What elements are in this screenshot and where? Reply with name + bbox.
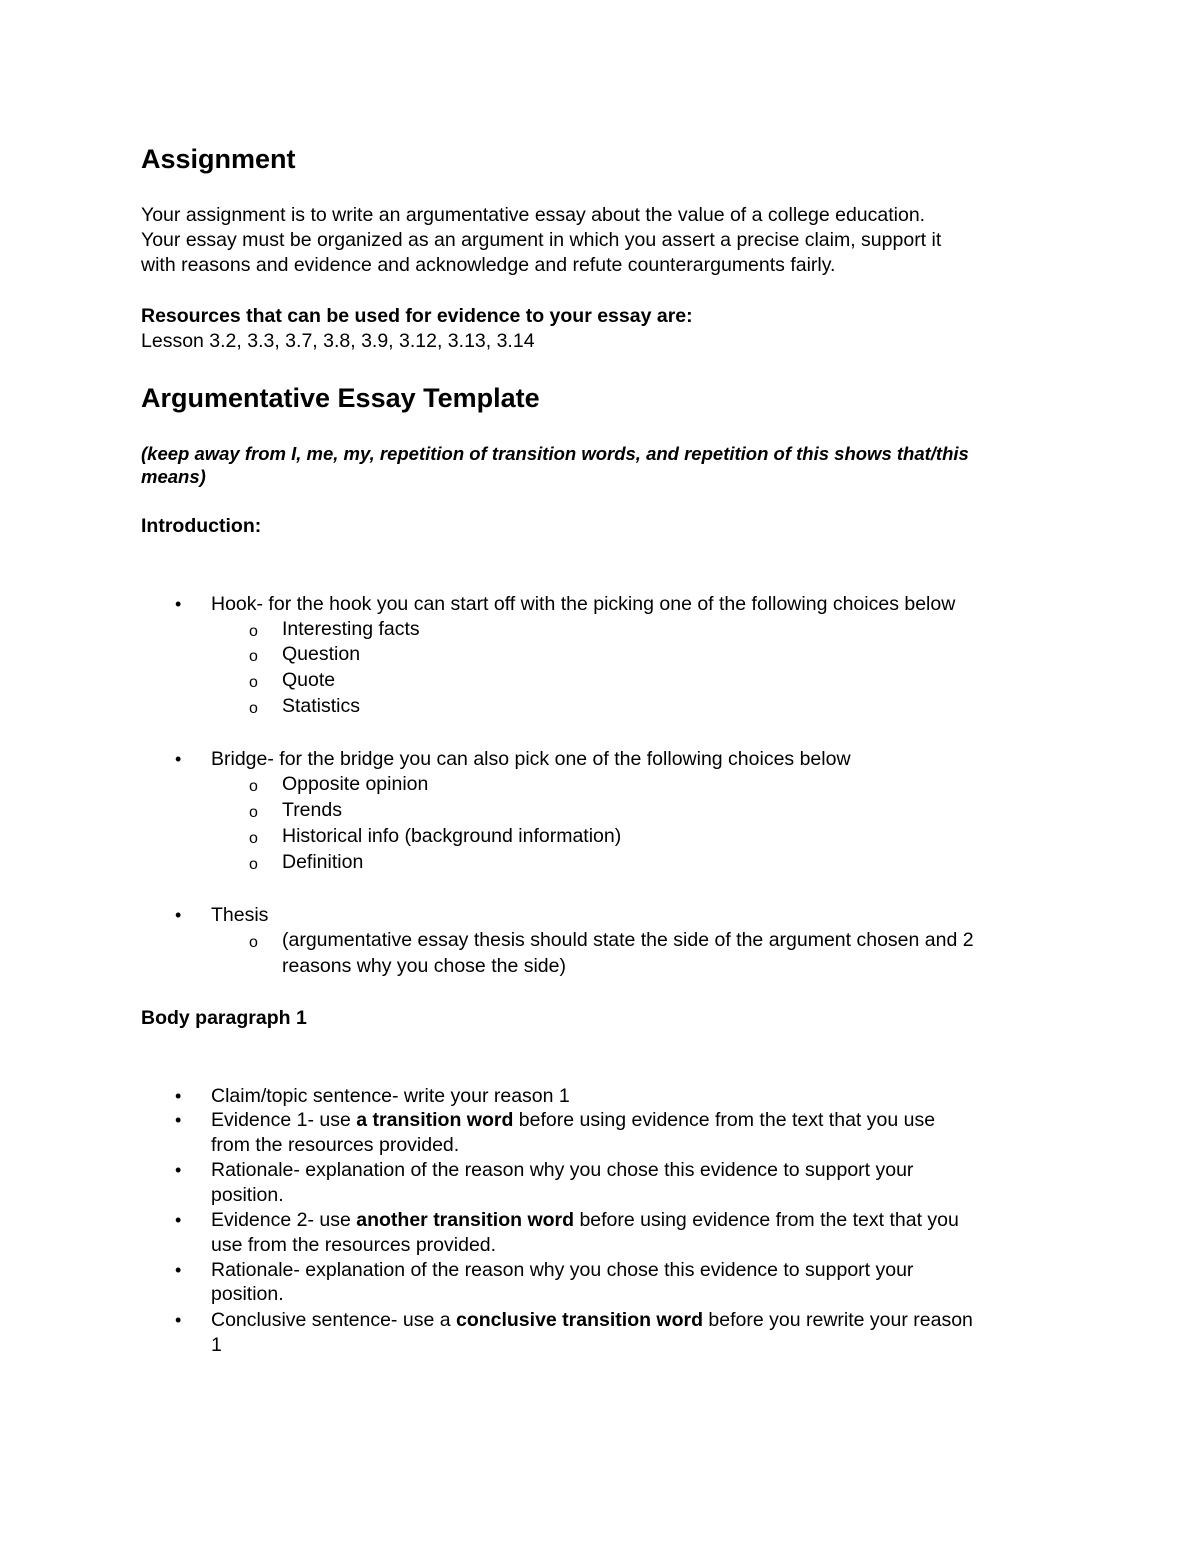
sub-bullet-glyph: o <box>249 674 258 691</box>
sub-bullet-glyph: o <box>249 700 258 717</box>
bullet-glyph: • <box>175 1086 182 1106</box>
evidence-1-text-pre: Evidence 1- use <box>211 1109 357 1131</box>
introduction-heading: Introduction: <box>141 515 262 537</box>
rationale-1-line-1: Rationale- explanation of the reason why you chose this evidence to support your <box>211 1159 914 1181</box>
sub-bullet-glyph: o <box>249 830 258 847</box>
rationale-2-line-2: position. <box>211 1283 284 1305</box>
bridge-option: Trends <box>282 799 342 821</box>
sub-bullet-glyph: o <box>249 856 258 873</box>
sub-bullet-glyph: o <box>249 934 258 951</box>
bridge-option: Opposite opinion <box>282 773 429 795</box>
resources-label: Resources that can be used for evidence to your essay are: <box>141 305 693 327</box>
assignment-heading: Assignment <box>141 144 296 174</box>
bullet-glyph: • <box>175 1160 182 1180</box>
bullet-glyph: • <box>175 1210 182 1230</box>
bullet-glyph: • <box>175 1310 182 1330</box>
assignment-paragraph-line-2: Your essay must be organized as an argument in which you assert a precise claim, support it <box>141 229 942 251</box>
bridge-label: Bridge- for the bridge you can also pick one of the following choices below <box>211 748 851 770</box>
bullet-glyph: • <box>175 749 182 769</box>
evidence-2-line-2: use from the resources provided. <box>211 1234 497 1256</box>
sub-bullet-glyph: o <box>249 648 258 665</box>
sub-bullet-glyph: o <box>249 804 258 821</box>
template-heading: Argumentative Essay Template <box>141 383 540 413</box>
evidence-1-line-2: from the resources provided. <box>211 1134 460 1156</box>
thesis-detail-line-1: (argumentative essay thesis should state the side of the argument chosen and 2 <box>282 929 974 951</box>
body-paragraph-heading: Body paragraph 1 <box>141 1007 307 1029</box>
evidence-2-text-post: before using evidence from the text that you <box>574 1209 959 1231</box>
assignment-paragraph-line-3: with reasons and evidence and acknowledge and refute counterarguments fairly. <box>141 254 836 276</box>
sub-bullet-glyph: o <box>249 778 258 795</box>
conclusive-line-2: 1 <box>211 1334 222 1356</box>
bullet-glyph: • <box>175 594 182 614</box>
bullet-glyph: • <box>175 905 182 925</box>
hook-option: Question <box>282 643 361 665</box>
resources-value: Lesson 3.2, 3.3, 3.7, 3.8, 3.9, 3.12, 3.13, 3.14 <box>141 330 535 352</box>
template-note-line-1: (keep away from I, me, my, repetition of transition words, and repetition of this shows that/this <box>141 443 969 464</box>
hook-option: Quote <box>282 669 336 691</box>
assignment-paragraph-line-1: Your assignment is to write an argumentative essay about the value of a college education. <box>141 204 926 226</box>
hook-label: Hook- for the hook you can start off with the picking one of the following choices below <box>211 593 956 615</box>
sub-bullet-glyph: o <box>249 623 258 640</box>
evidence-2-text-pre: Evidence 2- use <box>211 1209 357 1231</box>
template-note-line-2: means) <box>141 466 206 487</box>
hook-option: Interesting facts <box>282 618 420 640</box>
evidence-1-text-bold: a transition word <box>356 1109 514 1131</box>
thesis-detail-line-2: reasons why you chose the side) <box>282 955 566 977</box>
conclusive-text-pre: Conclusive sentence- use a <box>211 1309 456 1331</box>
hook-option: Statistics <box>282 695 361 717</box>
bullet-glyph: • <box>175 1260 182 1280</box>
rationale-2-line-1: Rationale- explanation of the reason why you chose this evidence to support your <box>211 1259 914 1281</box>
claim-item: Claim/topic sentence- write your reason 1 <box>211 1085 570 1107</box>
conclusive-text-bold: conclusive transition word <box>455 1309 704 1331</box>
evidence-1-text-post: before using evidence from the text that you use <box>513 1109 936 1131</box>
thesis-label: Thesis <box>211 904 269 926</box>
bridge-option: Definition <box>282 851 364 873</box>
conclusive-text-post: before you rewrite your reason <box>703 1309 973 1331</box>
evidence-2-line-1 <box>211 1208 959 1233</box>
bridge-option: Historical info (background information) <box>282 825 622 847</box>
evidence-2-text-bold: another transition word <box>356 1209 575 1231</box>
rationale-1-line-2: position. <box>211 1184 284 1206</box>
conclusive-line-1 <box>211 1308 973 1333</box>
evidence-1-line-1 <box>211 1108 935 1133</box>
bullet-glyph: • <box>175 1110 182 1130</box>
